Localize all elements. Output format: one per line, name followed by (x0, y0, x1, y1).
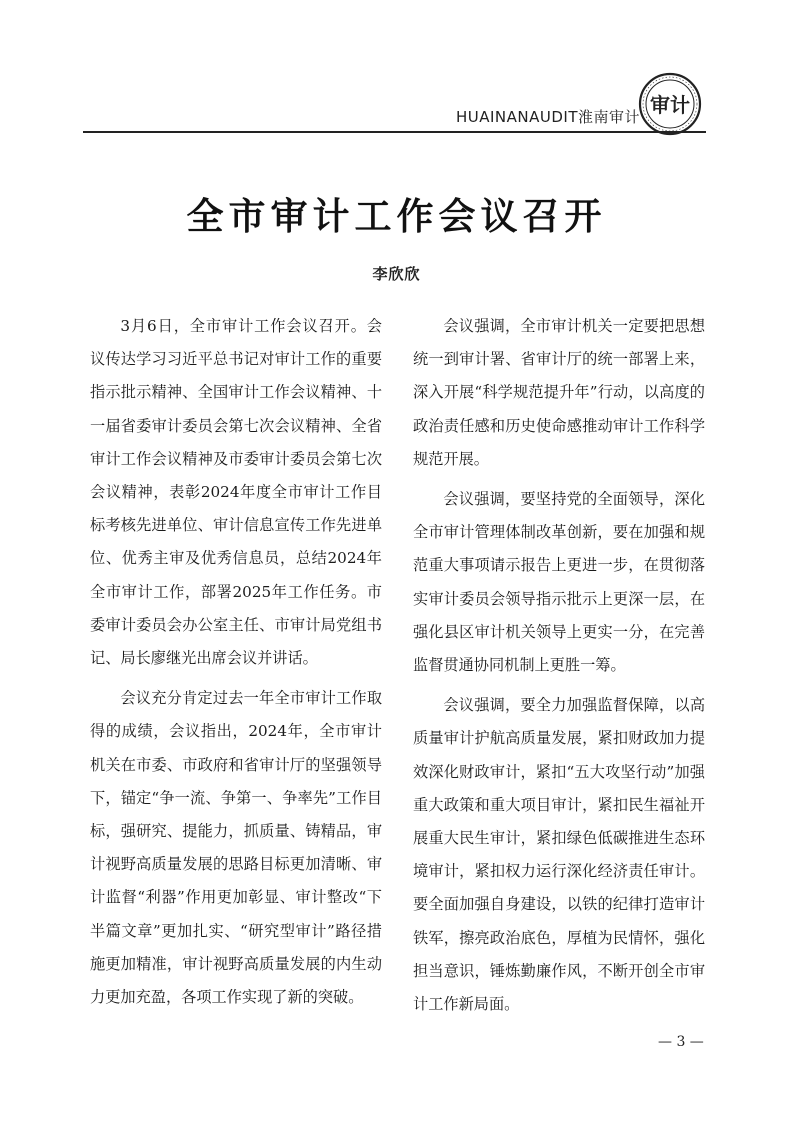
seal-logo-icon (638, 72, 702, 136)
publication-name: HUAINANAUDIT淮南审计 (455, 108, 640, 126)
paragraph: 会议强调，全市审计机关一定要把思想统一到审计署、省审计厅的统一部署上来，深入开展“科学规范提升年”行动，以高度的政治责任感和历史使命感推动审计工作科学规范开展。 (413, 317, 705, 468)
paragraph: 会议充分肯定过去一年全市审计工作取得的成绩，会议指出，2024年，全市审计机关在市委、市政府和省审计厅的坚强领导下，锚定“争一流、争第一、争率先”工作目标，强研究、提能力，抓质量、铸精品，审计视野高质量发展的思路目标更加清晰、审计监督“利器”作用更加彰显、审计整改“下半篇文章”更加扎实、“研究型审计”路径措施更加精准，审计视野高质量发展的内生动力更加充盈，各项工作实现了新的突破。 (90, 689, 382, 1007)
header-divider (83, 131, 706, 133)
paragraph: 会议强调，要全力加强监督保障，以高质量审计护航高质量发展，紧扣财政加力提效深化财政审计，紧扣“五大攻坚行动”加强重大政策和重大项目审计，紧扣民生福祉开展重大民生审计，紧扣绿色低碳推进生态环境审计，紧扣权力运行深化经济责任审计。要全面加强自身建设，以铁的纪律打造审计铁军，擦亮政治底色，厚植为民情怀，强化担当意识，锤炼勤廉作风，不断开创全市审计工作新局面。 (413, 696, 705, 1014)
right-column (413, 310, 705, 1028)
article-author: 李欣欣 (372, 265, 421, 283)
paragraph: 3月6日，全市审计工作会议召开。会议传达学习习近平总书记对审计工作的重要指示批示精神、全国审计工作会议精神、十一届省委审计委员会第七次会议精神、全省审计工作会议精神及市委审计委员会第七次会议精神，表彰2024年度全市审计工作目标考核先进单位、审计信息宣传工作先进单位、优秀主审及优秀信息员，总结2024年全市审计工作，部署2025年工作任务。市委审计委员会办公室主任、市审计局党组书记、局长廖继光出席会议并讲话。 (90, 317, 382, 668)
paragraph: 会议强调，要坚持党的全面领导，深化全市审计管理体制改革创新，要在加强和规范重大事项请示报告上更进一步，在贯彻落实审计委员会领导指示批示上更深一层，在强化县区审计机关领导上更实一分，在完善监督贯通协同机制上更胜一筹。 (413, 490, 705, 675)
left-column (90, 310, 382, 1021)
logo-text: 审计 (650, 93, 690, 117)
article-title: 全市审计工作会议召开 (186, 195, 607, 238)
page-number: — 3 — (658, 1034, 704, 1050)
